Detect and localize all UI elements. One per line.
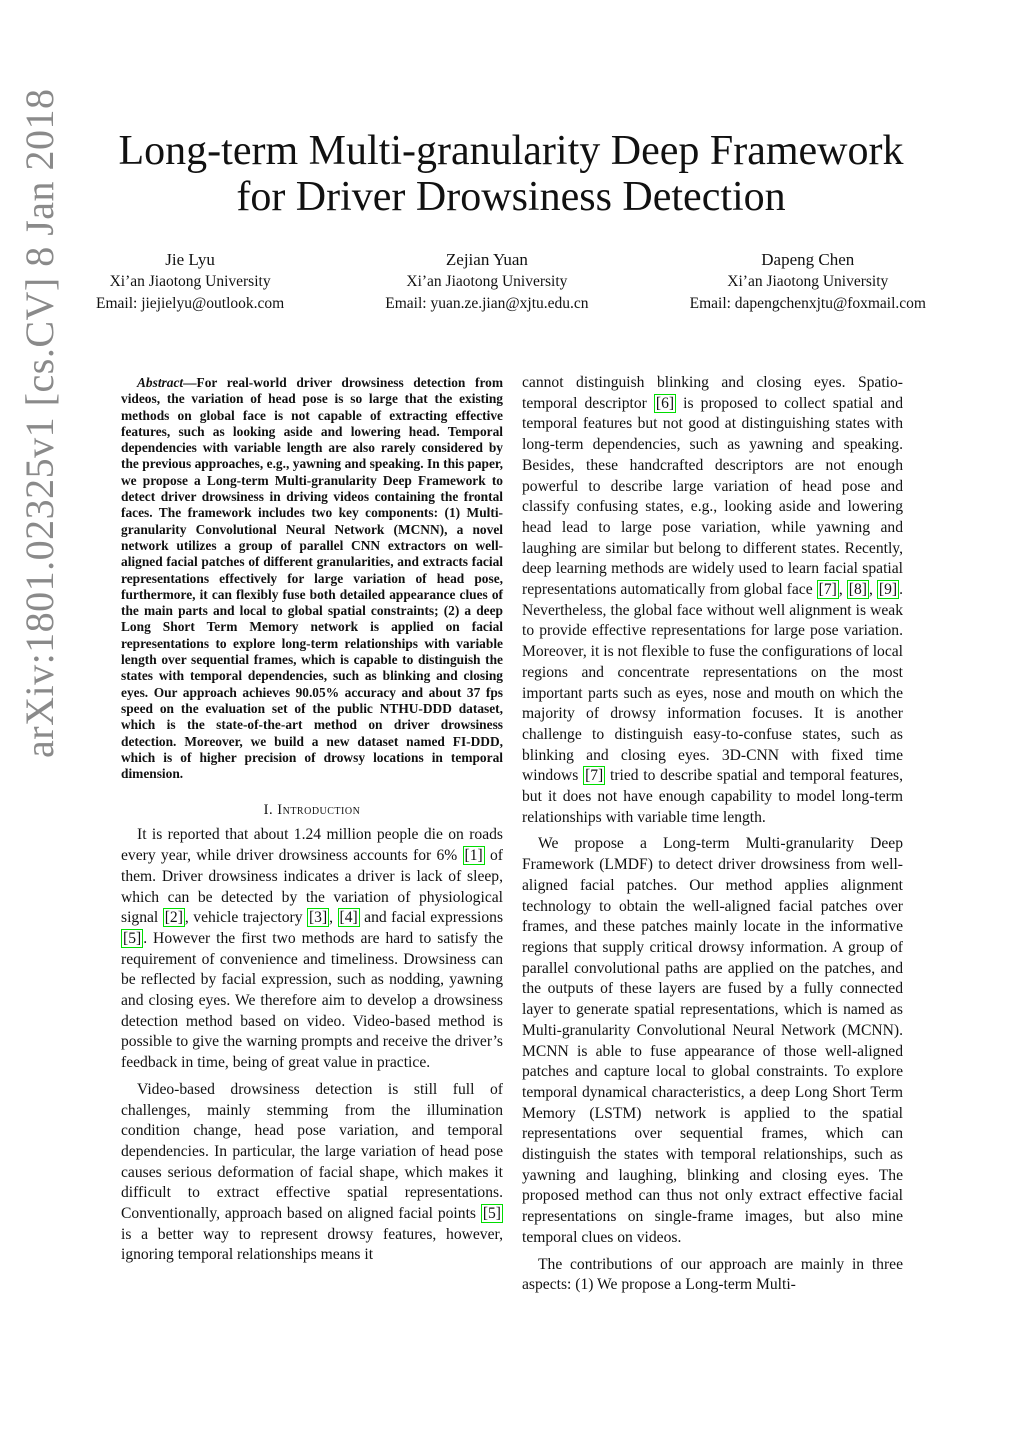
citation-link[interactable]: [6] xyxy=(655,394,675,412)
citation-link[interactable]: [3] xyxy=(308,909,328,927)
author-email: Email: yuan.ze.jian@xjtu.edu.cn xyxy=(385,295,589,312)
paper-title xyxy=(96,128,926,220)
author-name: Jie Lyu xyxy=(165,250,215,269)
arxiv-margin-stamp: arXiv:1801.02325v1 [cs.CV] 8 Jan 2018 xyxy=(17,88,62,758)
text-run: , xyxy=(838,581,847,599)
author-email: Email: dapengchenxjtu@foxmail.com xyxy=(689,295,926,312)
title-line-1: Long-term Multi-granularity Deep Framework xyxy=(118,128,904,174)
citation-link[interactable]: [8] xyxy=(848,581,867,599)
author-name: Zejian Yuan xyxy=(445,250,528,269)
text-run: and facial expressions xyxy=(359,909,504,927)
author-name: Dapeng Chen xyxy=(761,250,855,269)
text-run: It is reported that about 1.24 million people die on roads every year, while driver drowsiness accounts for 6% xyxy=(121,826,503,865)
text-run: , vehicle trajectory xyxy=(184,909,307,927)
intro-paragraph-1 xyxy=(121,825,503,1073)
citation-link[interactable]: [7] xyxy=(585,767,604,785)
text-run: cannot distinguish blinking and closing eyes. Spatio-temporal descriptor xyxy=(522,374,903,412)
text-run: . Nevertheless, the global face without well alignment is weak to provide effective representations for large pose variation. Moreover, it is not flexible to fuse the configurations of local regions and concentrate representations on the most important parts such as eyes, nose and mouth on which the majority of drowsy information focuses. It is another challenge to distinguish easy-to-confuse states, such as blinking and closing eyes. 3D-CNN with fixed time windows xyxy=(522,581,904,785)
citation-link[interactable]: [9] xyxy=(878,581,898,599)
citation-link[interactable]: [1] xyxy=(464,847,483,865)
abstract xyxy=(121,375,503,782)
text-run: . However the first two methods are hard to satisfy the requirement of convenience and timeliness. Drowsiness can be reflected by facial expression, such as nodding, yawning and closing eyes. We therefore aim to develop a drowsiness detection method based on video. Video-based method is possible to give the warning prompts and receive the driver’s feedback in time, being of great value in practice. xyxy=(121,929,503,1072)
right-column xyxy=(522,373,903,1302)
author-2 xyxy=(385,248,588,315)
intro-paragraph-4: The contributions of our approach are mainly in three aspects: (1) We propose a Long-term Multi- xyxy=(522,1255,903,1294)
author-affiliation: Xi’an Jiaotong University xyxy=(727,273,889,290)
text-run: is a better way to represent drowsy features, however, ignoring temporal relationships means it xyxy=(121,1225,503,1264)
citation-link[interactable]: [2] xyxy=(164,909,183,927)
abstract-text: For real-world driver drowsiness detection from videos, the variation of head pose is so large that the existing methods on global face is not capable of extracting effective features, such as looking aside and lowering head. Temporal dependencies with variable length are also rarely considered by the previous approaches, e.g., yawning and speaking. In this paper, we propose a Long-term Multi-granularity Deep Framework to detect driver drowsiness in driving videos containing the frontal faces. The framework includes two key components: (1) Multi-granularity Convolutional Neural Network (MCNN), a novel network utilizes a group of parallel CNN extractors on well-aligned facial patches of different granularities, and extracts facial representations effectively for large variation of head pose, furthermore, it can flexibly fuse both detailed appearance clues of the main parts and local to global spatial constraints; (2) a deep Long Short Term Memory network is applied on facial representations to explore long-term relationships with variable length over sequential frames, which is capable to distinguish the states with temporal dependencies, such as blinking and closing eyes. Our approach achieves 90.05% accuracy and about 37 fps speed on the evaluation set of the public NTHU-DDD dataset, which is the state-of-the-art method on driver drowsiness detection. Moreover, we build a new dataset named FI-DDD, which is of higher precision of drowsy locations in temporal dimension. xyxy=(121,375,503,782)
section-number: I. xyxy=(263,802,274,819)
citation-link[interactable]: [4] xyxy=(339,909,358,927)
abstract-dash: — xyxy=(183,375,197,390)
text-run: of them. Driver drowsiness indicates a driver is lack of sleep, which can be detected by the variation of physiological signal xyxy=(121,847,503,927)
author-email: Email: jiejielyu@outlook.com xyxy=(96,295,285,312)
text-run: tried to describe spatial and temporal features, but it does not have enough capability to model long-term relationships with variable time length. xyxy=(522,767,903,826)
author-1 xyxy=(96,248,284,315)
text-run: , xyxy=(329,909,338,927)
text-run: is proposed to collect spatial and temporal features but not good at distinguishing states with long-term dependencies, such as yawning and speaking. Besides, these handcrafted descriptors are not enough powerful to describe large variation of head pose and classify confusing states, e.g., looking aside and lowering head lead to large pose variation, while yawning and laughing are similar but belong to different states. Recently, deep learning methods are widely used to learn facial spatial representations automatically from global face xyxy=(522,394,903,599)
author-3 xyxy=(690,248,926,315)
left-column xyxy=(121,375,503,1272)
title-line-2: for Driver Drowsiness Detection xyxy=(236,174,786,220)
text-run: , xyxy=(868,581,877,599)
citation-link[interactable]: [5] xyxy=(482,1205,501,1223)
section-heading xyxy=(121,802,503,819)
intro-paragraph-2-continued xyxy=(522,373,903,828)
citation-link[interactable]: [5] xyxy=(123,929,142,947)
author-block xyxy=(96,248,926,315)
section-title: Introduction xyxy=(277,802,361,819)
abstract-label: Abstract xyxy=(137,375,184,390)
intro-paragraph-3: We propose a Long-term Multi-granularity Deep Framework (LMDF) to detect driver drowsiness from well-aligned facial patches. Our method applies alignment technology to obtain the well-aligned facial patches over frames, and these patches mainly locate in the informative regions that supply critical drowsy information. A group of parallel convolutional paths are applied on the patches, and the outputs of these layers are fused by a fully connected layer to generate spatial representations, which is named as Multi-granularity Convolutional Neural Network (MCNN). MCNN is able to fuse appearance of those well-aligned patches and capture local to global constraints. To explore temporal dynamical characteristics, a deep Long Short Term Memory (LSTM) network is applied to the spatial representations over sequential frames, which can distinguish the states with temporal relationships, such as yawning and laughing, blinking and closing eyes. The proposed method can thus not only extract effective facial representations on single-frame images, but also mine temporal clues on videos. xyxy=(522,835,903,1246)
text-run: Video-based drowsiness detection is still full of challenges, mainly stemming from the illumination condition change, head pose variation, and temporal dependencies. In particular, the large variation of head pose causes serious deformation of facial shape, which makes it difficult to extract effective spatial representations. Conventionally, approach based on aligned facial points xyxy=(121,1080,503,1223)
author-affiliation: Xi’an Jiaotong University xyxy=(109,273,271,290)
intro-paragraph-2 xyxy=(121,1080,503,1266)
author-affiliation: Xi’an Jiaotong University xyxy=(406,273,568,290)
citation-link[interactable]: [7] xyxy=(818,581,837,599)
